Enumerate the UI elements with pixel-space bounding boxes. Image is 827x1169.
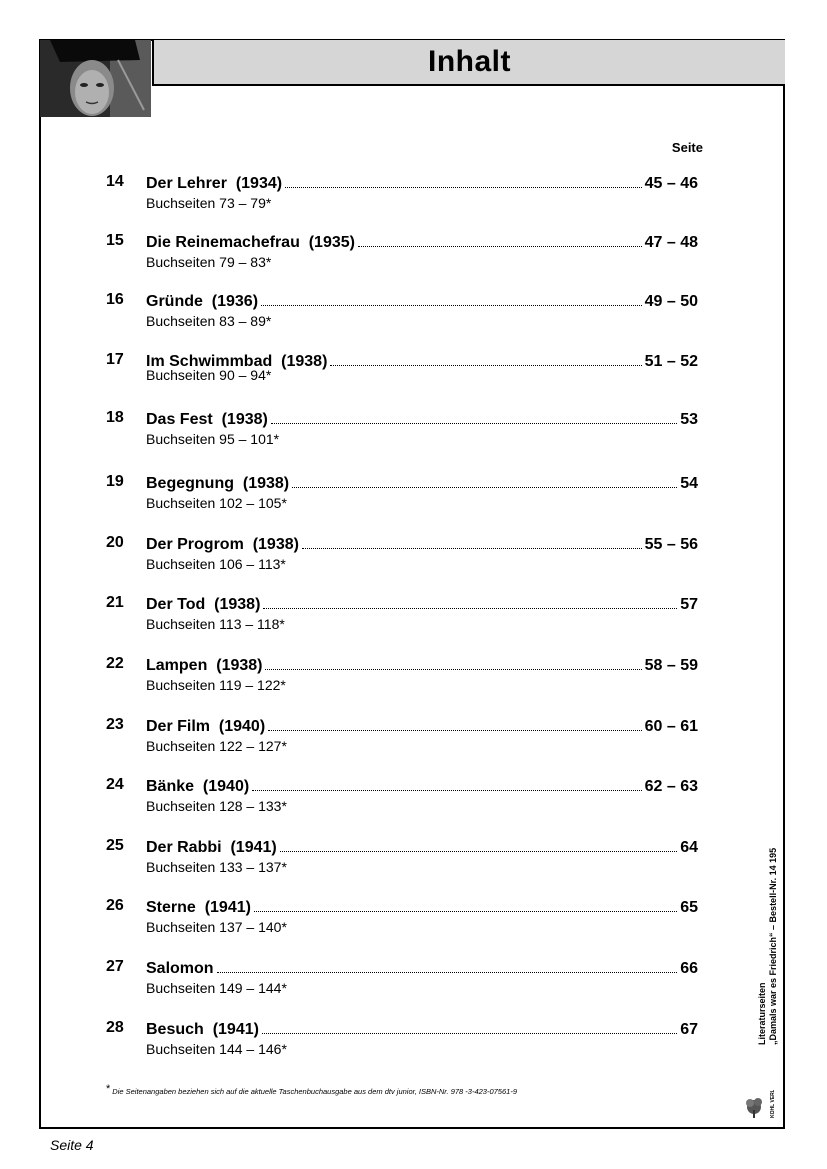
chapter-pages: 60 – 61 [644, 718, 698, 735]
book-pages-reference: Buchseiten 144 – 146* [146, 1041, 287, 1057]
chapter-line [146, 837, 698, 859]
footnote-text: Die Seitenangaben beziehen sich auf die aktuelle Taschenbuchausgabe aus dem dtv junior, ISBN-Nr. 978 -3-423-07561-9 [112, 1087, 517, 1096]
dot-leader [302, 534, 642, 549]
chapter-pages: 49 – 50 [644, 293, 698, 310]
chapter-line [146, 291, 698, 313]
book-pages-reference: Buchseiten 102 – 105* [146, 495, 287, 511]
dot-leader [268, 716, 641, 731]
chapter-title: Die Reinemachefrau (1935) [146, 234, 355, 251]
chapter-line [146, 534, 698, 556]
dot-leader [292, 473, 677, 488]
chapter-title: Sterne (1941) [146, 899, 251, 916]
footnote-marker: * [106, 1083, 111, 1095]
chapter-number: 22 [106, 655, 124, 672]
chapter-line [146, 173, 698, 195]
chapter-pages: 51 – 52 [644, 353, 698, 370]
chapter-title: Das Fest (1938) [146, 411, 268, 428]
chapter-title: Der Film (1940) [146, 718, 266, 735]
dot-leader [254, 897, 677, 912]
title-banner [152, 40, 785, 86]
page-title: Inhalt [428, 45, 511, 78]
chapter-title: Gründe (1936) [146, 293, 259, 310]
chapter-number: 18 [106, 409, 124, 426]
publisher-logo [745, 1090, 781, 1120]
dot-leader [263, 594, 677, 609]
book-pages-reference: Buchseiten 106 – 113* [146, 556, 286, 572]
toc-entry [0, 409, 827, 459]
chapter-number: 21 [106, 594, 124, 611]
book-pages-reference: Buchseiten 90 – 94* [146, 367, 272, 383]
chapter-line [146, 776, 698, 798]
chapter-line [146, 594, 698, 616]
chapter-number: 15 [106, 232, 124, 249]
book-pages-reference: Buchseiten 113 – 118* [146, 616, 285, 632]
toc-entry [0, 351, 827, 401]
chapter-line [146, 232, 698, 254]
chapter-title: Begegnung (1938) [146, 475, 290, 492]
toc-entry [0, 958, 827, 1008]
portrait-photo [40, 40, 151, 117]
dot-leader [262, 1019, 677, 1034]
chapter-line [146, 1019, 698, 1041]
book-pages-reference: Buchseiten 137 – 140* [146, 919, 287, 935]
chapter-title: Bänke (1940) [146, 778, 250, 795]
book-pages-reference: Buchseiten 149 – 144* [146, 980, 287, 996]
book-pages-reference: Buchseiten 95 – 101* [146, 431, 280, 447]
book-pages-reference: Buchseiten 122 – 127* [146, 738, 287, 754]
chapter-line [146, 655, 698, 677]
chapter-pages: 65 [680, 899, 698, 916]
side-label-line1: Literaturseiten [757, 982, 767, 1045]
toc-entry [0, 594, 827, 644]
dot-leader [252, 776, 641, 791]
chapter-number: 28 [106, 1019, 124, 1036]
chapter-pages: 55 – 56 [644, 536, 698, 553]
dot-leader [285, 173, 642, 188]
page-number: Seite 4 [50, 1137, 94, 1153]
chapter-title: Der Rabbi (1941) [146, 839, 277, 856]
book-pages-reference: Buchseiten 73 – 79* [146, 195, 272, 211]
toc-entry [0, 534, 827, 584]
chapter-title: Salomon [146, 960, 214, 977]
toc-entry [0, 473, 827, 523]
chapter-pages: 58 – 59 [644, 657, 698, 674]
chapter-pages: 45 – 46 [644, 175, 698, 192]
chapter-number: 24 [106, 776, 124, 793]
dot-leader [280, 837, 677, 852]
chapter-line [146, 716, 698, 738]
chapter-title: Besuch (1941) [146, 1021, 259, 1038]
chapter-number: 17 [106, 351, 124, 368]
toc-entry [0, 776, 827, 826]
footnote [106, 1083, 517, 1096]
chapter-number: 23 [106, 716, 124, 733]
chapter-number: 26 [106, 897, 124, 914]
chapter-number: 19 [106, 473, 124, 490]
dot-leader [330, 351, 641, 366]
toc-entry [0, 897, 827, 947]
chapter-pages: 54 [680, 475, 698, 492]
toc-entry [0, 291, 827, 341]
chapter-title: Im Schwimmbad (1938) [146, 353, 328, 370]
page-column-label: Seite [671, 140, 703, 155]
dot-leader [217, 958, 678, 973]
chapter-number: 25 [106, 837, 124, 854]
chapter-pages: 64 [680, 839, 698, 856]
chapter-number: 27 [106, 958, 124, 975]
chapter-line [146, 409, 698, 431]
dot-leader [261, 291, 642, 306]
chapter-pages: 62 – 63 [644, 778, 698, 795]
chapter-title: Der Tod (1938) [146, 596, 261, 613]
chapter-number: 20 [106, 534, 124, 551]
chapter-title: Der Lehrer (1934) [146, 175, 283, 192]
chapter-pages: 57 [680, 596, 698, 613]
chapter-number: 16 [106, 291, 124, 308]
book-pages-reference: Buchseiten 79 – 83* [146, 254, 272, 270]
book-pages-reference: Buchseiten 133 – 137* [146, 859, 287, 875]
chapter-pages: 47 – 48 [644, 234, 698, 251]
toc-entry [0, 716, 827, 766]
chapter-line [146, 473, 698, 495]
toc-entry [0, 232, 827, 282]
toc-entry [0, 173, 827, 223]
chapter-title: Lampen (1938) [146, 657, 263, 674]
toc-entry [0, 837, 827, 887]
dot-leader [358, 232, 642, 247]
side-label [757, 848, 779, 1045]
chapter-line [146, 897, 698, 919]
dot-leader [265, 655, 641, 670]
chapter-title: Der Progrom (1938) [146, 536, 299, 553]
side-label-line2: „Damals war es Friedrich“ – Bestell-Nr. 14 195 [768, 847, 778, 1045]
chapter-pages: 67 [680, 1021, 698, 1038]
chapter-line [146, 958, 698, 980]
dot-leader [271, 409, 677, 424]
toc-entry [0, 655, 827, 705]
chapter-number: 14 [106, 173, 124, 190]
toc-entry [0, 1019, 827, 1069]
book-pages-reference: Buchseiten 83 – 89* [146, 313, 272, 329]
chapter-pages: 53 [680, 411, 698, 428]
chapter-pages: 66 [680, 960, 698, 977]
book-pages-reference: Buchseiten 128 – 133* [146, 798, 287, 814]
publisher-name: KOHL VERLAG [770, 1090, 776, 1118]
book-pages-reference: Buchseiten 119 – 122* [146, 677, 286, 693]
